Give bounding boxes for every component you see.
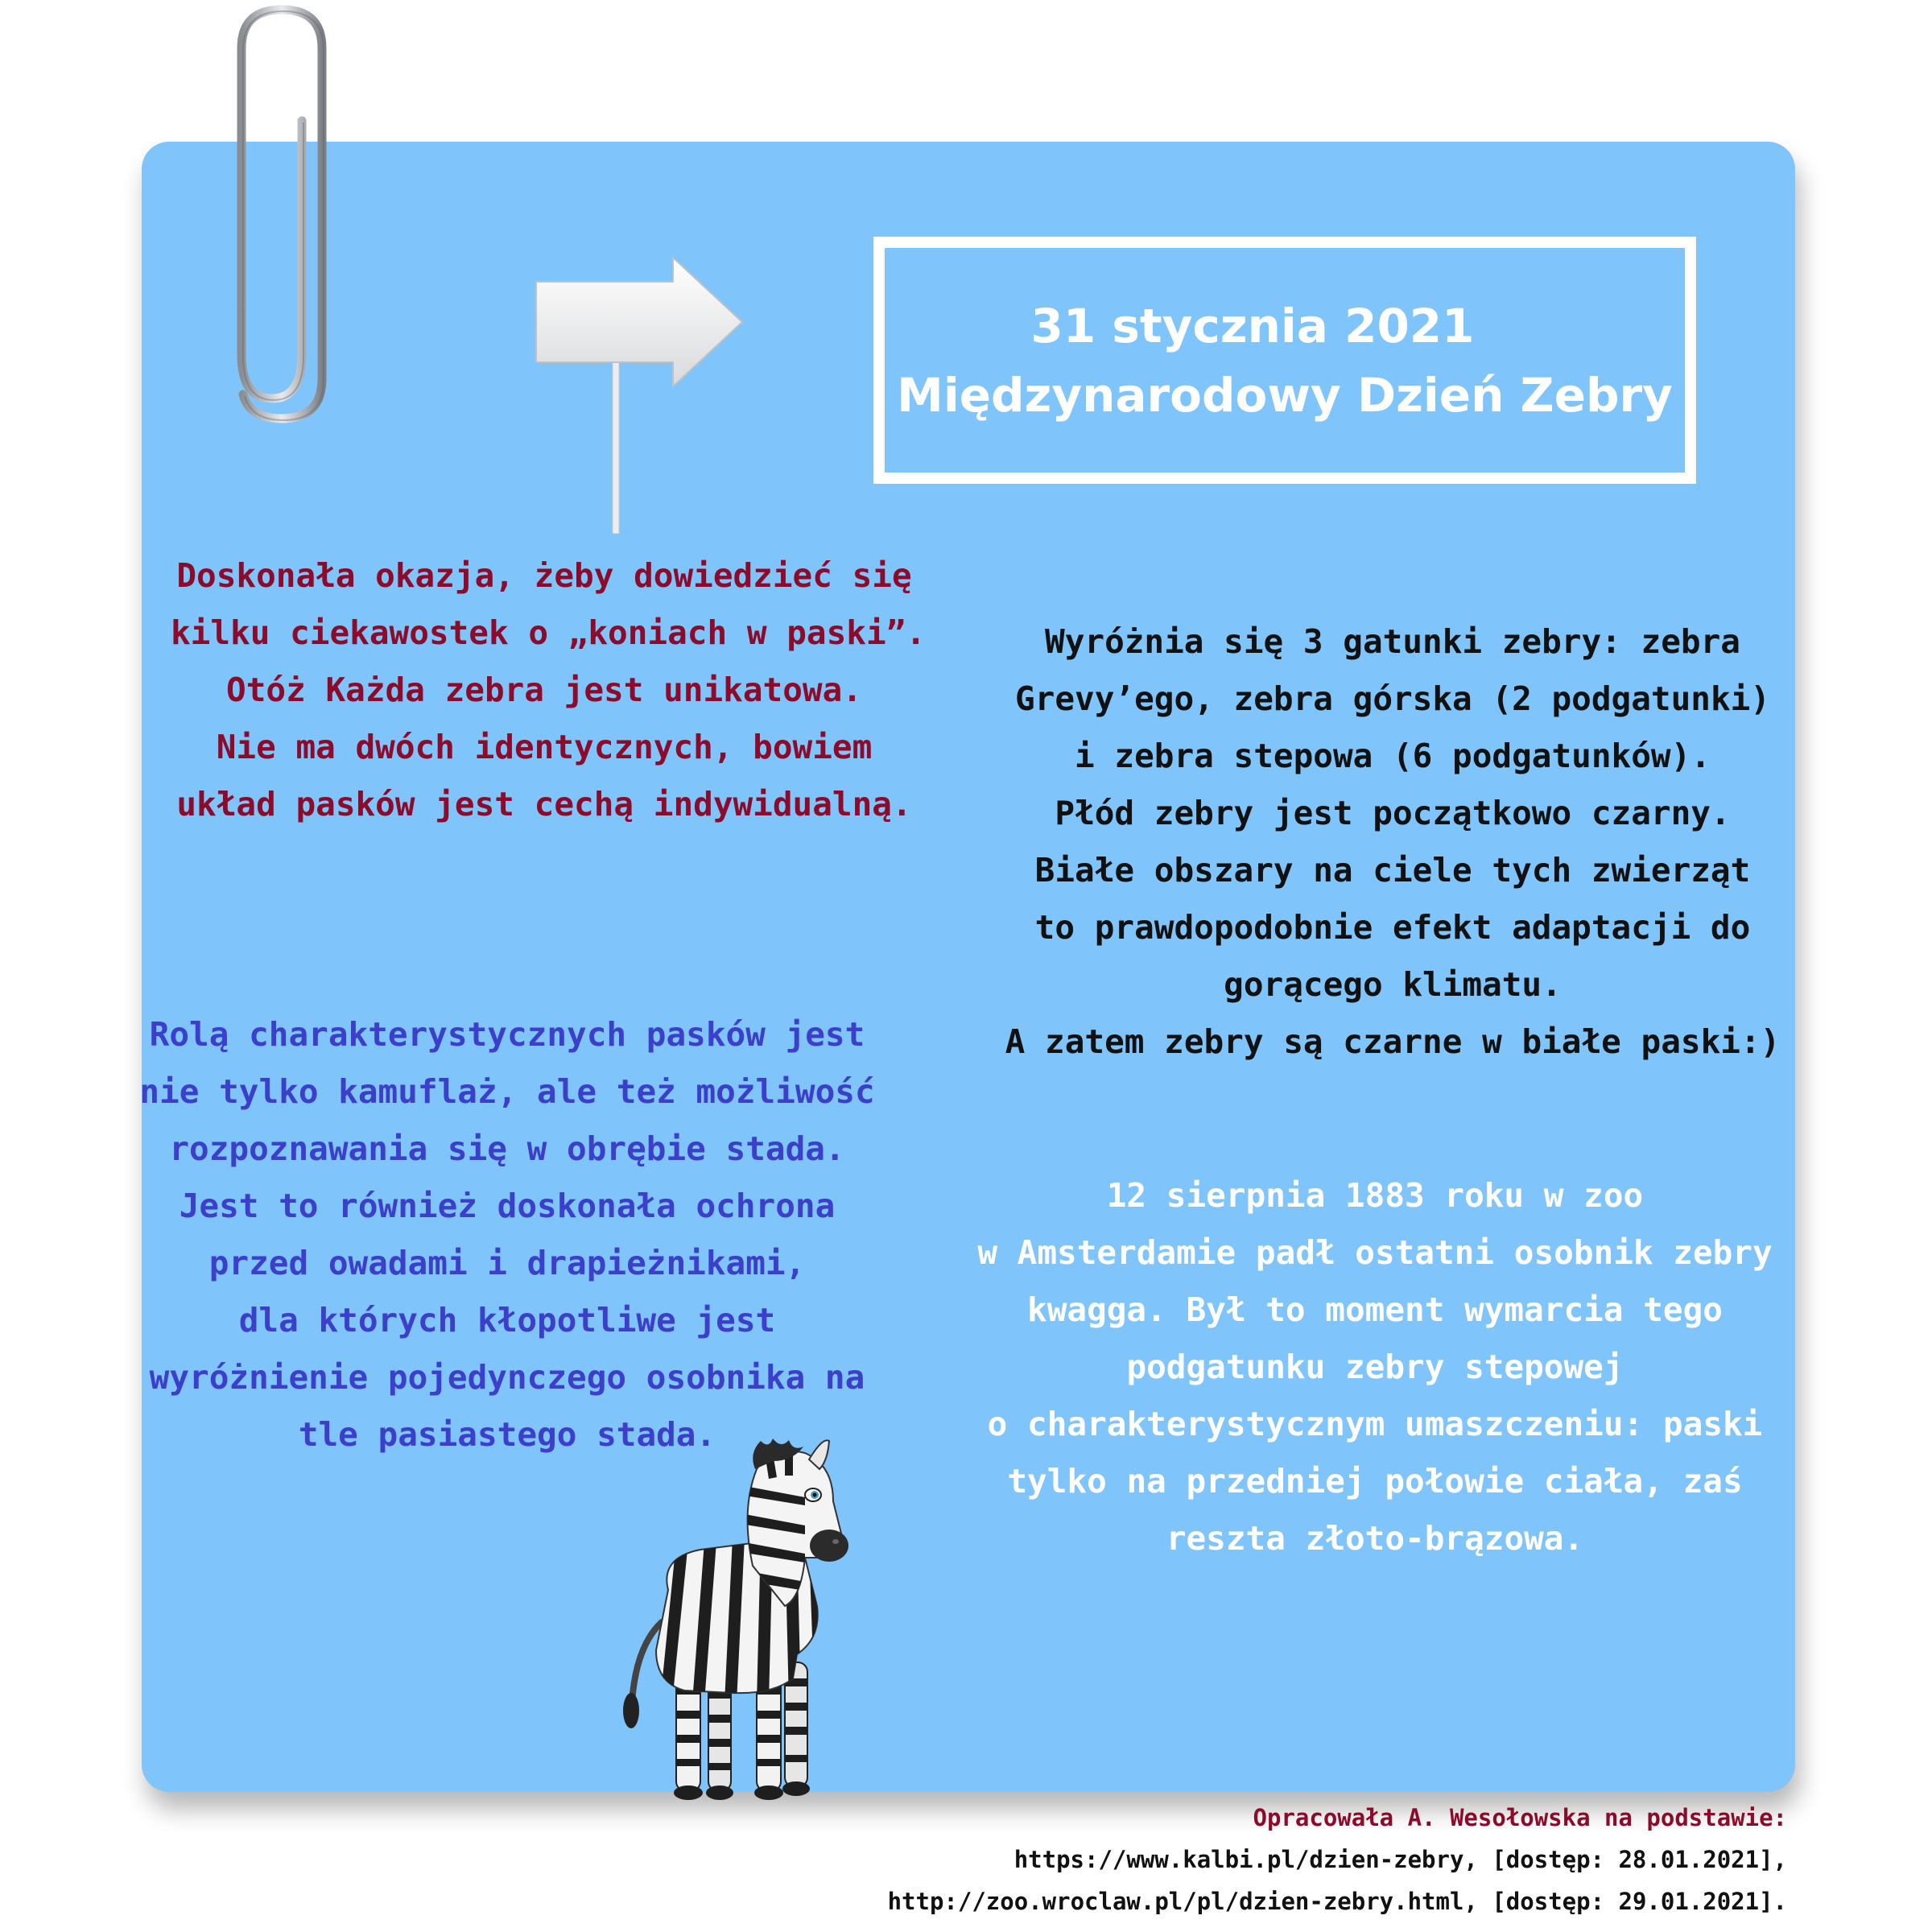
text-line: nie tylko kamuflaż, ale też możliwość bbox=[139, 1072, 875, 1111]
text-line: kilku ciekawostek o „koniach w paski”. bbox=[171, 613, 926, 652]
text-line: kwagga. Był to moment wymarcia tego bbox=[1027, 1290, 1723, 1329]
text-line: i zebra stepowa (6 podgatunków). bbox=[1075, 737, 1711, 775]
text-line: o charakterystycznym umaszczeniu: paski bbox=[987, 1405, 1763, 1443]
text-line: Wyróżnia się 3 gatunki zebry: zebra bbox=[1045, 622, 1740, 661]
text-line: 12 sierpnia 1883 roku w zoo bbox=[1106, 1176, 1644, 1215]
text-line: Białe obszary na ciele tych zwierząt bbox=[1034, 851, 1751, 890]
footer-author: Opracowała A. Wesołowska na podstawie: bbox=[1253, 1804, 1787, 1831]
zebra-illustration bbox=[612, 1437, 886, 1807]
text-line: gorącego klimatu. bbox=[1224, 965, 1562, 1004]
stripes-role-text bbox=[137, 1006, 877, 1463]
title-name: Międzynarodowy Dzień Zebry bbox=[897, 367, 1673, 423]
text-line: A zatem zebry są czarne w białe paski:) bbox=[1005, 1022, 1781, 1061]
footer-source-link[interactable]: http://zoo.wroclaw.pl/pl/dzien-zebry.html, [dostęp: 29.01.2021]. bbox=[887, 1888, 1787, 1915]
species-text bbox=[990, 613, 1795, 1071]
text-line: układ pasków jest cechą indywidualną. bbox=[176, 785, 912, 824]
text-line: Płód zebry jest początkowo czarny. bbox=[1055, 794, 1731, 832]
footer-source-link[interactable]: https://www.kalbi.pl/dzien-zebry, [dostęp: 28.01.2021], bbox=[1013, 1846, 1787, 1873]
text-line: Grevy’ego, zebra górska (2 podgatunki) bbox=[1015, 679, 1770, 718]
text-line: tle pasiastego stada. bbox=[298, 1415, 716, 1454]
text-line: podgatunku zebry stepowej bbox=[1126, 1348, 1624, 1386]
title-date: 31 stycznia 2021 bbox=[1030, 298, 1475, 353]
text-line: Rolą charakterystycznych pasków jest bbox=[149, 1015, 865, 1054]
arrow-sign-icon bbox=[531, 256, 749, 534]
title-box bbox=[873, 237, 1696, 484]
text-line: Doskonała okazja, żeby dowiedzieć się bbox=[176, 556, 912, 595]
footer-sources bbox=[888, 1797, 1787, 1922]
quagga-text bbox=[964, 1167, 1785, 1567]
text-line: przed owadami i drapieżnikami, bbox=[208, 1244, 806, 1282]
intro-text bbox=[171, 547, 926, 833]
text-line: Jest to również doskonała ochrona bbox=[179, 1187, 836, 1225]
text-line: wyróżnienie pojedynczego osobnika na bbox=[149, 1358, 865, 1397]
text-line: Otóż Każda zebra jest unikatowa. bbox=[226, 671, 862, 709]
paperclip-icon bbox=[225, 0, 338, 435]
text-line: w Amsterdamie padł ostatni osobnik zebry bbox=[977, 1233, 1773, 1272]
text-line: reszta złoto-brązowa. bbox=[1166, 1519, 1584, 1558]
text-line: dla których kłopotliwe jest bbox=[238, 1301, 776, 1340]
text-line: to prawdopodobnie efekt adaptacji do bbox=[1034, 908, 1751, 947]
text-line: tylko na przedniej połowie ciała, zaś bbox=[1007, 1462, 1743, 1501]
text-line: Nie ma dwóch identycznych, bowiem bbox=[216, 728, 873, 766]
text-line: rozpoznawania się w obrębie stada. bbox=[169, 1129, 845, 1168]
